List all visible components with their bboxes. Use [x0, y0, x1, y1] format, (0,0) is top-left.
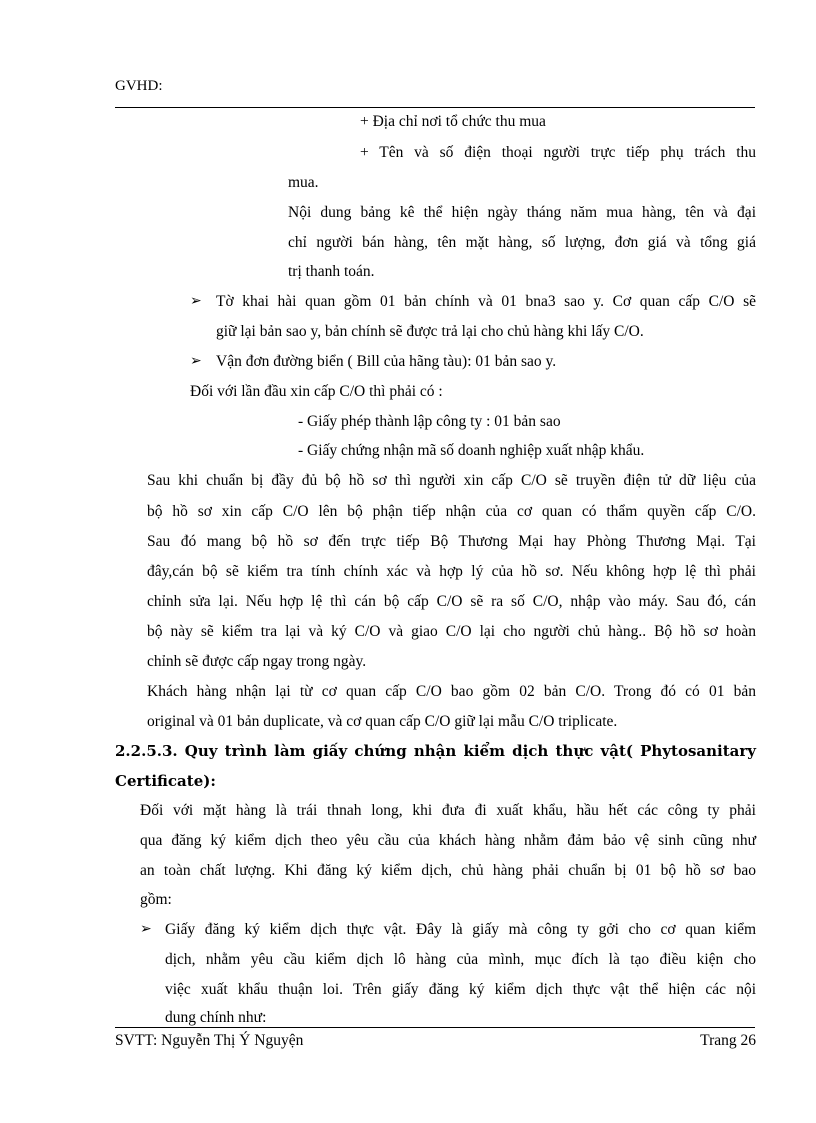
text-line: original và 01 bản duplicate, và cơ quan cấp C/O giữ lại mẫu C/O triplicate. — [147, 713, 618, 730]
header-label: GVHD: — [115, 78, 163, 94]
text-line: đây,cán bộ sẽ kiểm tra tính chính xác và hợp lý của hồ sơ. Nếu không hợp lệ thì phải — [147, 563, 756, 580]
text-line: + Địa chỉ nơi tổ chức thu mua — [360, 113, 546, 130]
text-line: Nội dung bảng kê thể hiện ngày tháng năm mua hàng, tên và đại — [288, 204, 756, 221]
text-line: chỉnh sẽ được cấp ngay trong ngày. — [147, 653, 367, 670]
text-line: - Giấy phép thành lập công ty : 01 bản sao — [298, 413, 561, 430]
text-line: + Tên và số điện thoại người trực tiếp phụ trách thu — [360, 144, 756, 161]
text-line: Đối với mặt hàng là trái thnah long, khi đưa đi xuất khẩu, hầu hết các công ty phải — [140, 802, 756, 819]
text-line: giữ lại bản sao y, bản chính sẽ được trả lại cho chủ hàng khi lấy C/O. — [216, 323, 644, 340]
header-rule — [115, 107, 755, 108]
text-line: - Giấy chứng nhận mã số doanh nghiệp xuất nhập khẩu. — [298, 442, 645, 459]
arrow-bullet-icon: ➢ — [190, 354, 202, 369]
text-line: Tờ khai hài quan gồm 01 bản chính và 01 bna3 sao y. Cơ quan cấp C/O sẽ — [216, 293, 756, 310]
text-line: bộ này sẽ kiểm tra lại và ký C/O và giao C/O lại cho người chủ hàng.. Bộ hồ sơ hoàn — [147, 623, 756, 640]
text-line: gồm: — [140, 891, 172, 908]
text-line: trị thanh toán. — [288, 263, 375, 280]
text-line: việc xuất khẩu thuận loi. Trên giấy đăng ký kiểm dịch thực vật thể hiện các nội — [165, 981, 756, 998]
section-heading: Certificate): — [115, 772, 216, 790]
footer-author: SVTT: Nguyễn Thị Ý Nguyện — [115, 1032, 304, 1049]
text-line: Sau khi chuẩn bị đầy đủ bộ hồ sơ thì người xin cấp C/O sẽ truyền điện tử dữ liệu của — [147, 472, 756, 489]
text-line: Sau đó mang bộ hồ sơ đến trực tiếp Bộ Thương Mại hay Phòng Thương Mại. Tại — [147, 533, 756, 550]
section-heading: 2.2.5.3. Quy trình làm giấy chứng nhận kiểm dịch thực vật( Phytosanitary — [115, 742, 756, 760]
text-line: Khách hàng nhận lại từ cơ quan cấp C/O bao gồm 02 bản C/O. Trong đó có 01 bản — [147, 683, 756, 700]
text-line: dung chính như: — [165, 1009, 267, 1026]
footer-rule — [115, 1027, 755, 1028]
arrow-bullet-icon: ➢ — [140, 922, 152, 937]
text-line: bộ hồ sơ xin cấp C/O lên bộ phận tiếp nhận của cơ quan có thẩm quyền cấp C/O. — [147, 503, 756, 520]
text-line: Giấy đăng ký kiểm dịch thực vật. Đây là giấy mà công ty gởi cho cơ quan kiểm — [165, 921, 756, 938]
text-line: an toàn chất lượng. Khi đăng ký kiểm dịch, chủ hàng phải chuẩn bị 01 bộ hồ sơ bao — [140, 862, 756, 879]
arrow-bullet-icon: ➢ — [190, 294, 202, 309]
text-line: chỉ người bán hàng, tên mặt hàng, số lượng, đơn giá và tổng giá — [288, 234, 756, 251]
text-line: chỉnh sửa lại. Nếu hợp lệ thì cán bộ cấp C/O sẽ ra số C/O, nhập vào máy. Sau đó, cán — [147, 593, 756, 610]
footer-page-number: Trang 26 — [700, 1032, 756, 1049]
text-line: Vận đơn đường biển ( Bill của hãng tàu): 01 bản sao y. — [216, 353, 557, 370]
text-line: Đối với lần đầu xin cấp C/O thì phải có : — [190, 383, 443, 400]
text-line: mua. — [288, 174, 319, 191]
text-line: dịch, nhằm yêu cầu kiểm dịch lô hàng của mình, mục đích là tạo điều kiện cho — [165, 951, 756, 968]
text-line: qua đăng ký kiểm dịch theo yêu cầu của khách hàng nhằm đảm bảo vệ sinh cũng như — [140, 832, 756, 849]
